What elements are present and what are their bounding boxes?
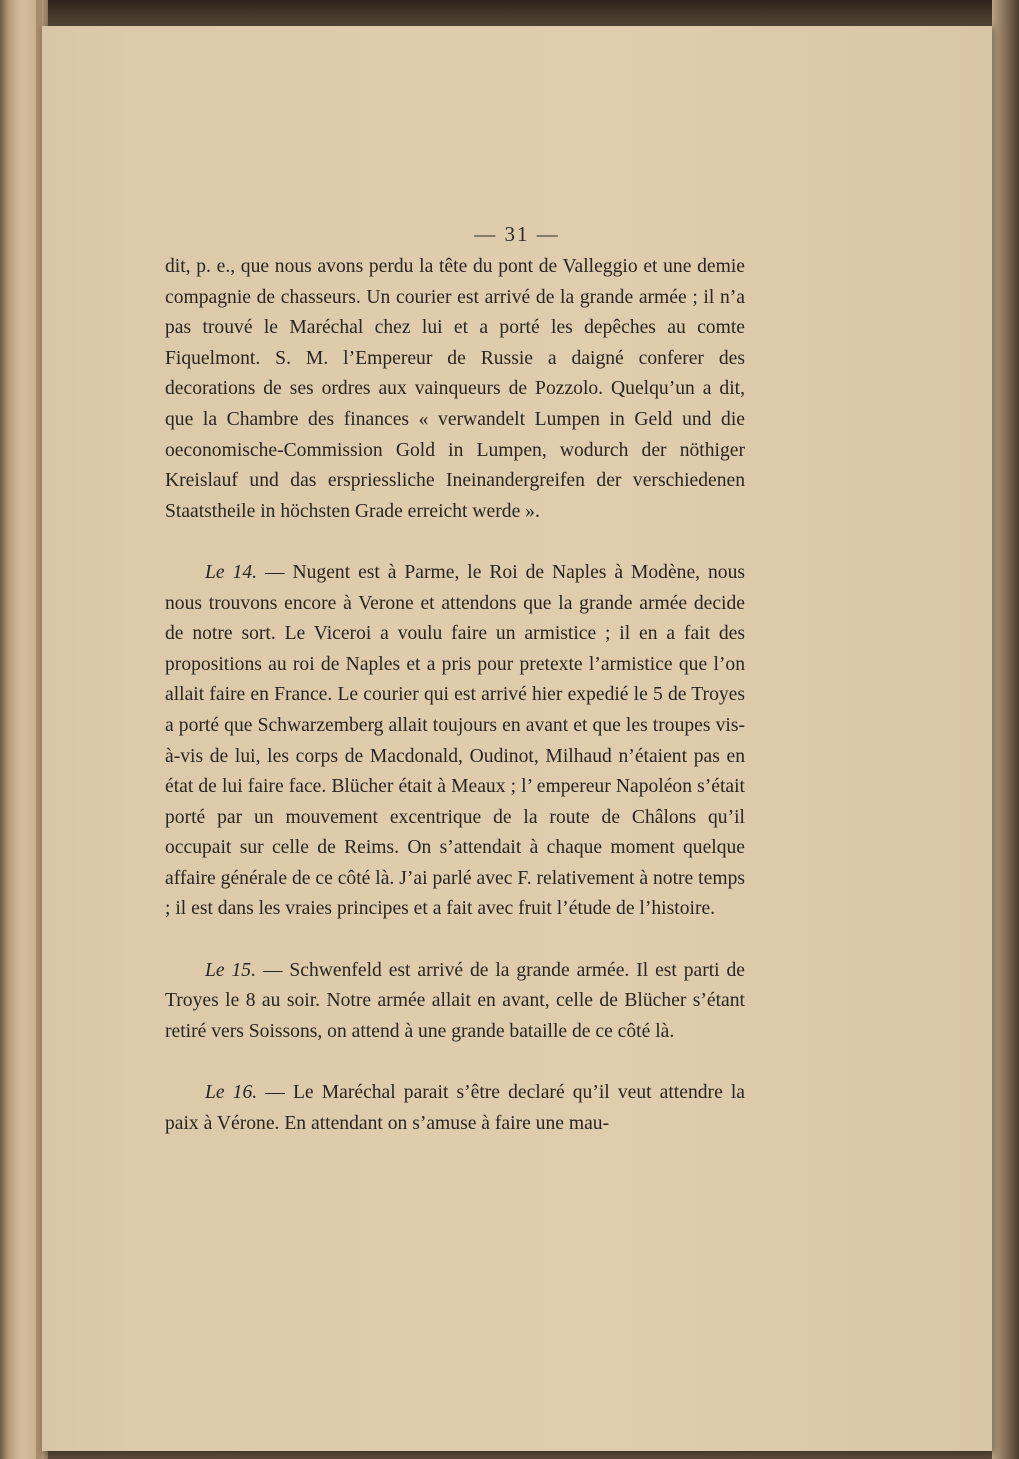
- diary-entry-14: [165, 558, 745, 925]
- entry-text: — Nugent est à Parme, le Roi de Naples à Modène, nous nous trouvons encore à Verone et attendons que la grande armée decide de notre sort. Le Viceroi a voulu faire un armistice ; il en a fait des propositions au roi de Naples et a pris pour pretexte l’armistice que l’on allait faire en France. Le courier qui est arrivé hier expedié le 5 de Troyes a porté que Schwarzemberg allait toujours en avant et que les troupes vis-à-vis de lui, les corps de Macdonald, Oudinot, Milhaud n’étaient pas en état de lui faire face. Blücher était à Meaux ; l’ empereur Napoléon s’était porté par un mouvement excentrique de la route de Châlons qu’il occupait sur celle de Reims. On s’attendait à chaque moment quelque affaire générale de ce côté là. J’ai parlé avec F. relativement à notre temps ; il est dans les vraies principes et a fait avec fruit l’étude de l’histoire.: [165, 561, 745, 920]
- entry-date: Le 14.: [205, 561, 258, 583]
- book-page: [42, 26, 992, 1451]
- page-number: — 31 —: [474, 222, 560, 246]
- diary-entry-15: [165, 956, 745, 1048]
- diary-entry-16: [165, 1078, 745, 1139]
- paragraph: [165, 252, 745, 527]
- page-right-edge: [992, 0, 1019, 1459]
- entry-date: Le 15.: [205, 959, 256, 981]
- entry-date: Le 16.: [205, 1082, 258, 1104]
- entry-text: — Le Maréchal parait s’être declaré qu’il veut attendre la paix à Vérone. En attendant on s’amuse à faire une mau-: [165, 1082, 745, 1134]
- page-text: [165, 252, 745, 1139]
- paragraph-text: dit, p. e., que nous avons perdu la tête du pont de Valleggio et une demie compagnie de chasseurs. Un courier est arrivé de la grande armée ; il n’a pas trouvé le Maréchal chez lui et a porté les depêches au comte Fiquelmont. S. M. l’Empereur de Russie a daigné conferer des decorations de ses ordres aux vainqueurs de Pozzolo. Quelqu’un a dit, que la Chambre des finances « verwandelt Lumpen in Geld und die oeconomische-Commission Gold in Lumpen, wodurch der nöthiger Kreislauf und das erspriessliche Ineinandergreifen der verschiedenen Staatstheile in höchsten Grade erreicht werde ».: [165, 256, 745, 522]
- entry-text: — Schwenfeld est arrivé de la grande armée. Il est parti de Troyes le 8 au soir. Notre armée allait en avant, celle de Blücher s’étant retiré vers Soissons, on attend à une grande bataille de ce côté là.: [165, 959, 746, 1042]
